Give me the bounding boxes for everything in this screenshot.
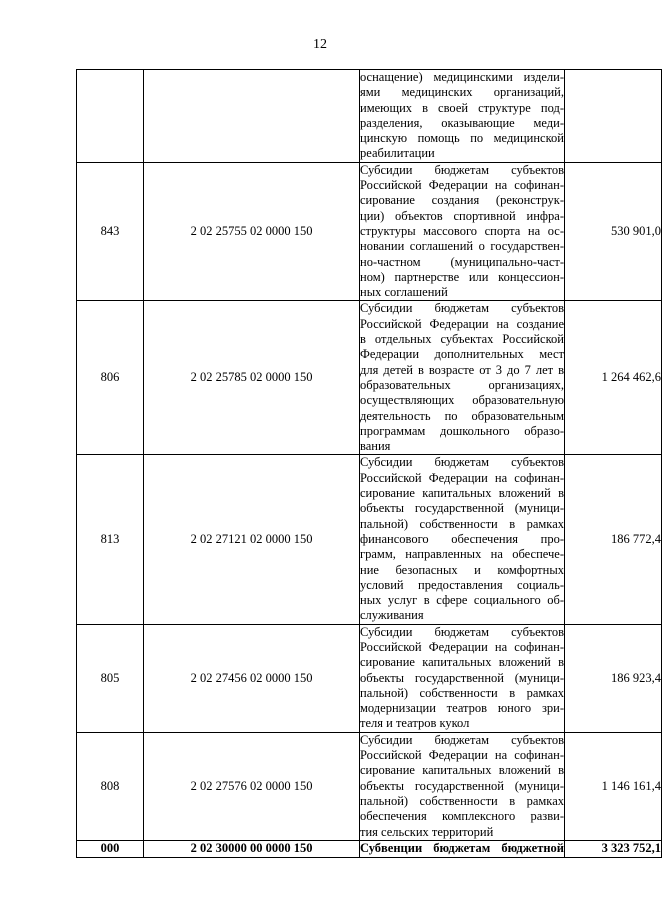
row-amount-cell: 186 772,4 [565, 455, 662, 624]
budget-table [76, 69, 662, 858]
total-name-cell [360, 840, 565, 857]
row-name-line: Российской Федерации на софинан- [360, 748, 564, 763]
row-name-line: сирование капитальных вложений в [360, 486, 564, 501]
row-name-line: в отдельных субъектах Российской [360, 332, 564, 347]
row-kbk-cell: 2 02 25785 02 0000 150 [144, 301, 360, 455]
row-name-line: Субсидии бюджетам субъектов [360, 162, 564, 177]
row-name-cell [360, 455, 565, 624]
row-name-line: вания [360, 439, 391, 454]
table-row [77, 455, 662, 624]
row-name-line: обеспечения комплексного разви- [360, 809, 564, 824]
row-name-line: Российской Федерации на софинан- [360, 470, 564, 485]
row-amount-cell: 1 264 462,6 [565, 301, 662, 455]
row-name-line: оснащение) медицинскими издели- [360, 70, 564, 84]
row-name-cell [360, 70, 565, 163]
row-name-line: теля и театров кукол [360, 716, 470, 731]
row-name-line: Федерации дополнительных мест [360, 347, 564, 362]
table-row [77, 301, 662, 455]
row-name-line: разделения, оказывающие меди- [360, 115, 564, 130]
row-name-line: новании соглашений о государствен- [360, 239, 564, 254]
row-name-line: Субсидии бюджетам субъектов [360, 301, 564, 316]
row-name-cell [360, 732, 565, 840]
row-name-line: образовательных организациях, [360, 377, 564, 392]
row-name-line: ции) объектов спортивной инфра- [360, 208, 564, 223]
row-name-line: осуществляющих образовательную [360, 393, 564, 408]
budget-table-body [77, 70, 662, 858]
row-kbk-cell: 2 02 27121 02 0000 150 [144, 455, 360, 624]
row-name-line: ных услуг в сфере социального об- [360, 593, 564, 608]
row-name-line: тия сельских территорий [360, 824, 494, 839]
row-name-line: сирование капитальных вложений в [360, 763, 564, 778]
row-name-line: программам дошкольного образо- [360, 423, 564, 438]
table-row [77, 162, 662, 301]
row-amount-cell [565, 70, 662, 163]
row-name-line: пальной) собственности в рамках [360, 516, 564, 531]
row-name-line: объекты государственной (муници- [360, 501, 564, 516]
row-name-line: Российской Федерации на создание [360, 316, 564, 331]
row-name-line: Субсидии бюджетам субъектов [360, 732, 564, 747]
row-name-line: структуры массового спорта на ос- [360, 223, 564, 238]
row-kbk-cell: 2 02 25755 02 0000 150 [144, 162, 360, 301]
row-code-cell: 806 [77, 301, 144, 455]
row-name-line: Субсидии бюджетам субъектов [360, 624, 564, 639]
row-name-line: финансового обеспечения про- [360, 531, 564, 546]
row-code-cell: 808 [77, 732, 144, 840]
row-name-line: служивания [360, 608, 424, 623]
row-code-cell: 813 [77, 455, 144, 624]
row-name-cell [360, 624, 565, 732]
row-name-line: реабилитации [360, 146, 435, 161]
row-name-line: ние безопасных и комфортных [360, 562, 564, 577]
row-name-line: пальной) собственности в рамках [360, 793, 564, 808]
row-kbk-cell: 2 02 27576 02 0000 150 [144, 732, 360, 840]
row-name-line: цинскую помощь по медицинской [360, 131, 564, 146]
row-name-line: для детей в возрасте от 3 до 7 лет в [360, 362, 564, 377]
row-name-line: Российской Федерации на софинан- [360, 639, 564, 654]
row-name-line: имеющих в своей структуре под- [360, 100, 564, 115]
total-code-cell: 000 [77, 840, 144, 857]
row-name-line: условий предоставления социаль- [360, 577, 564, 592]
total-name-line: Субвенции бюджетам бюджетной [360, 841, 564, 856]
row-name-line: но-частном (муниципально-част- [360, 254, 564, 269]
row-name-line: грамм, направленных на обеспече- [360, 547, 564, 562]
row-kbk-cell: 2 02 27456 02 0000 150 [144, 624, 360, 732]
row-name-line: модернизации театров юного зри- [360, 701, 564, 716]
row-code-cell: 805 [77, 624, 144, 732]
row-name-line: деятельность по образовательным [360, 408, 564, 423]
row-name-line: объекты государственной (муници- [360, 778, 564, 793]
row-code-cell [77, 70, 144, 163]
row-name-cell [360, 162, 565, 301]
row-name-line: ном) партнерстве или концессион- [360, 269, 564, 284]
row-amount-cell: 530 901,0 [565, 162, 662, 301]
row-amount-cell: 186 923,4 [565, 624, 662, 732]
total-amount-cell: 3 323 752,1 [565, 840, 662, 857]
row-name-line: объекты государственной (муници- [360, 670, 564, 685]
row-name-line: пальной) собственности в рамках [360, 685, 564, 700]
row-code-cell: 843 [77, 162, 144, 301]
row-name-cell [360, 301, 565, 455]
row-name-line: ями медицинских организаций, [360, 85, 564, 100]
table-row [77, 70, 662, 163]
row-name-line: сирование создания (реконструк- [360, 193, 564, 208]
table-row [77, 732, 662, 840]
row-name-line: ных соглашений [360, 285, 448, 300]
total-row [77, 840, 662, 857]
row-name-line: Субсидии бюджетам субъектов [360, 455, 564, 470]
row-name-line: Российской Федерации на софинан- [360, 178, 564, 193]
row-kbk-cell [144, 70, 360, 163]
total-kbk-cell: 2 02 30000 00 0000 150 [144, 840, 360, 857]
row-amount-cell: 1 146 161,4 [565, 732, 662, 840]
row-name-line: сирование капитальных вложений в [360, 655, 564, 670]
table-row [77, 624, 662, 732]
page-number: 12 [313, 37, 327, 52]
